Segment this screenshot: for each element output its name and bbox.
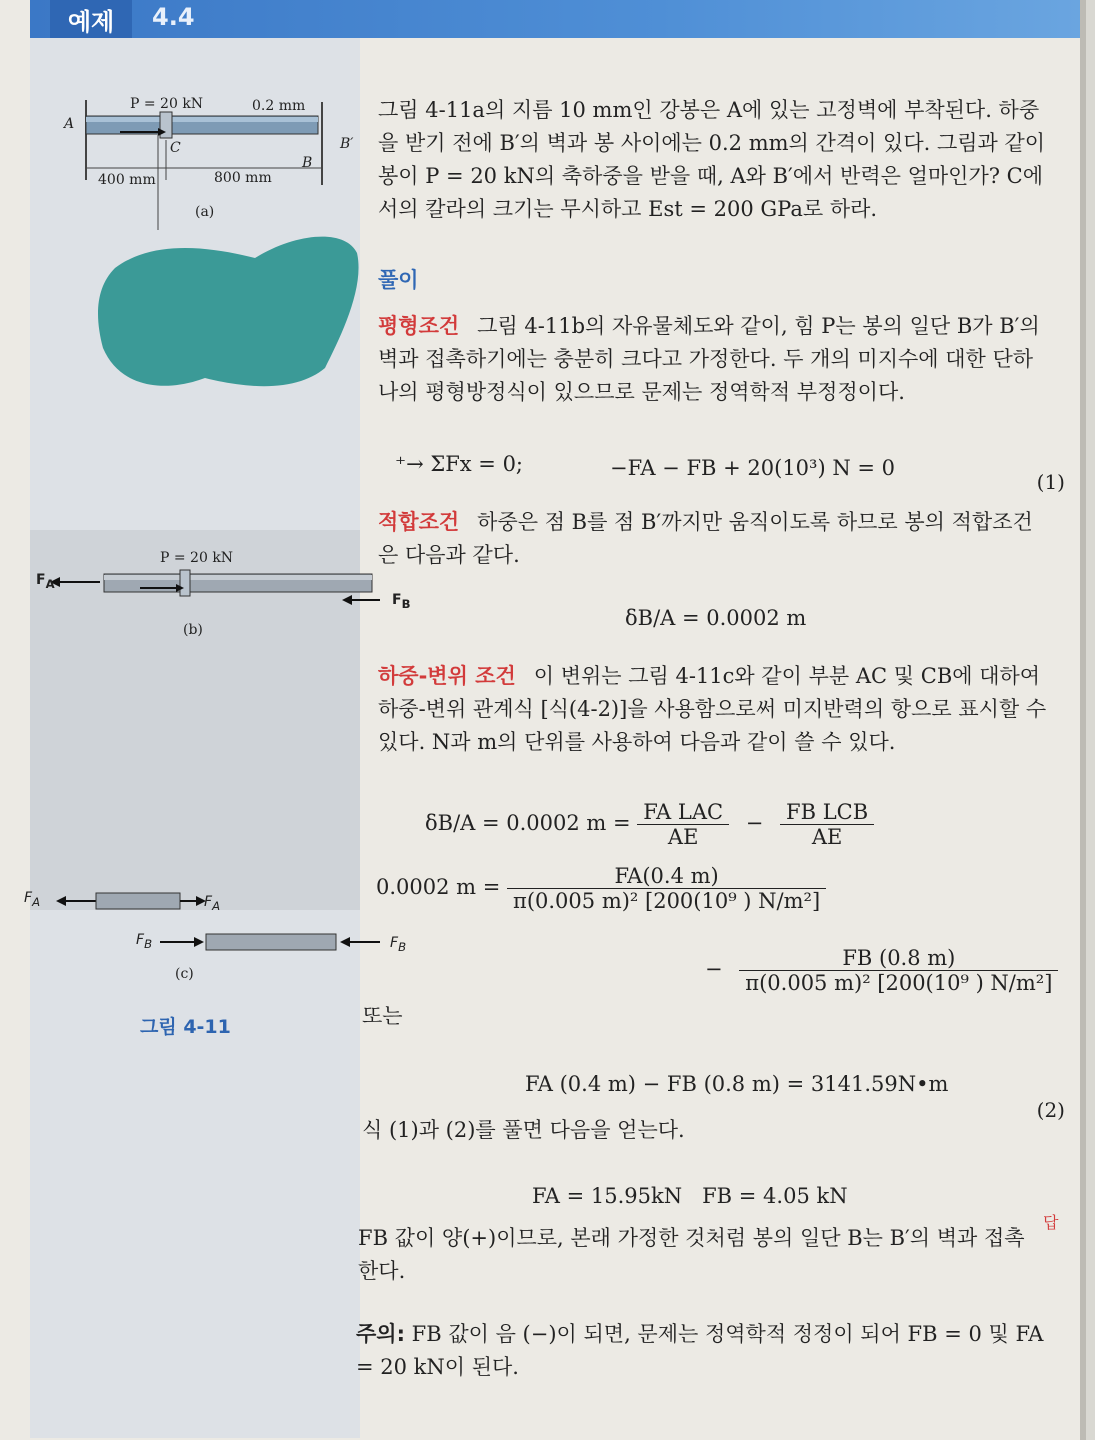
fig-a-label: (a) xyxy=(195,204,215,220)
problem-line: 그림 4-11a의 지름 10 mm인 강봉은 A에 있는 고정벽에 부착된다. 하중 xyxy=(378,98,1040,122)
fraction-denominator: AE xyxy=(811,825,843,849)
problem-line: 을 받기 전에 B′의 벽과 봉 사이에는 0.2 mm의 간격이 있다. 그림과 같이 xyxy=(378,131,1046,155)
note-text: = 20 kN이 된다. xyxy=(356,1355,519,1379)
note-text: FB 값이 음 (−)이 되면, 문제는 정역학적 정정이 되어 FB = 0 및 FA xyxy=(411,1322,1044,1346)
fraction-numerator: FB (0.8 m) xyxy=(739,946,1058,971)
load-displacement-text: 하중-변위 관계식 [식(4-2)]을 사용함으로써 미지반력의 항으로 표시할 수 xyxy=(378,697,1047,721)
result-equation: FA = 15.95kN FB = 4.05 kN xyxy=(532,1184,848,1208)
example-number: 4.4 xyxy=(152,3,195,31)
fig-b-fa-sub: A xyxy=(45,576,55,591)
equation-a xyxy=(425,800,874,849)
compatibility-text: 은 다음과 같다. xyxy=(378,543,520,567)
equilibrium-text: 그림 4-11b의 자유물체도와 같이, 힘 P는 봉의 일단 B가 B′의 xyxy=(477,314,1040,338)
fraction-numerator: FB LCB xyxy=(780,800,874,825)
fig-c-fa-right-sub: A xyxy=(212,898,221,913)
equation-b-lhs: 0.0002 m = xyxy=(376,875,501,899)
equilibrium-heading: 평형조건 xyxy=(378,314,460,338)
fig-b-fa-letter: F xyxy=(36,572,46,588)
equation-a-minus: − xyxy=(745,811,764,835)
equation-a-lhs: δB/A = 0.0002 m = xyxy=(425,811,631,835)
equation-1-number: (1) xyxy=(1036,470,1065,494)
compatibility-text: 하중은 점 B를 점 B′까지만 움직이도록 하므로 봉의 적합조건 xyxy=(477,510,1033,534)
load-displacement-heading: 하중-변위 조건 xyxy=(378,664,516,688)
load-displacement-text: 있다. N과 m의 단위를 사용하여 다음과 같이 쓸 수 있다. xyxy=(378,730,896,754)
fig-c-fb-left-letter: F xyxy=(136,932,145,948)
fig-b-fb-sub: B xyxy=(401,596,411,611)
fig-b-fa xyxy=(36,572,55,591)
fig-c-fa-left-sub: A xyxy=(32,894,41,909)
equation-2-number: (2) xyxy=(1036,1098,1065,1122)
fig-c-fb-left-sub: B xyxy=(144,936,153,951)
fraction-numerator: FA(0.4 m) xyxy=(507,864,826,889)
figure-c xyxy=(30,880,410,960)
fig-b-label: (b) xyxy=(183,622,203,638)
equation-1-left: ⁺→ ΣFx = 0; xyxy=(395,452,523,476)
equation-b-fraction-2 xyxy=(739,946,1058,995)
equation-1-right: −FA − FB + 20(10³) N = 0 xyxy=(610,456,896,480)
fig-c-label: (c) xyxy=(175,966,194,982)
fig-c-fb-left xyxy=(136,932,152,951)
fig-a-point-c: C xyxy=(170,140,181,156)
equation-b xyxy=(376,864,826,913)
fig-c-fa-right xyxy=(204,894,220,913)
fig-a-len-ac: 400 mm xyxy=(98,172,156,188)
compatibility-equation: δB/A = 0.0002 m xyxy=(625,606,807,630)
equation-a-fraction-1 xyxy=(637,800,729,849)
fraction-denominator: AE xyxy=(667,825,699,849)
fig-b-load: P = 20 kN xyxy=(160,550,234,566)
conclusion-text: FB 값이 양(+)이므로, 본래 가정한 것처럼 봉의 일단 B는 B′의 벽과 접촉 xyxy=(358,1226,1025,1250)
problem-line: 봉이 P = 20 kN의 축하중을 받을 때, A와 B′에서 반력은 얼마인가? C에 xyxy=(378,164,1044,188)
fig-b-fb-letter: F xyxy=(392,592,402,608)
note-heading: 주의: xyxy=(356,1322,405,1346)
load-displacement-section xyxy=(378,660,1068,759)
load-displacement-text: 이 변위는 그림 4-11c와 같이 부분 AC 및 CB에 대하여 xyxy=(533,664,1041,688)
compatibility-section xyxy=(378,506,1068,572)
conclusion xyxy=(358,1222,1063,1288)
figure-caption: 그림 4-11 xyxy=(140,1016,231,1038)
equation-b-second-term xyxy=(705,946,1058,995)
equilibrium-text: 벽과 접촉하기에는 충분히 크다고 가정한다. 두 개의 미지수에 대한 단하 xyxy=(378,347,1034,371)
equilibrium-text: 나의 평형방정식이 있으므로 문제는 정역학적 부정정이다. xyxy=(378,380,905,404)
equation-2: FA (0.4 m) − FB (0.8 m) = 3141.59N•m xyxy=(525,1072,949,1096)
example-label: 예제 xyxy=(50,0,132,38)
fig-c-fb-right-sub: B xyxy=(398,939,407,954)
figure-b xyxy=(30,560,420,630)
fig-b-fb xyxy=(392,592,410,611)
fig-a-point-b-prime: B′ xyxy=(340,136,354,152)
fig-a-point-a: A xyxy=(64,116,75,132)
fig-c-fb-right xyxy=(390,935,406,954)
or-text: 또는 xyxy=(362,1004,403,1028)
equation-a-fraction-2 xyxy=(780,800,874,849)
fig-a-gap: 0.2 mm xyxy=(252,98,306,114)
fig-c-fa-right-letter: F xyxy=(204,894,213,910)
fraction-denominator: π(0.005 m)² [200(10⁹ ) N/m²] xyxy=(513,889,821,913)
fraction-denominator: π(0.005 m)² [200(10⁹ ) N/m²] xyxy=(745,971,1053,995)
fig-a-len-cb: 800 mm xyxy=(214,170,272,186)
fig-c-fb-right-letter: F xyxy=(390,935,399,951)
fig-a-point-b: B xyxy=(302,155,313,171)
equation-b-fraction-1 xyxy=(507,864,826,913)
solve-line: 식 (1)과 (2)를 풀면 다음을 얻는다. xyxy=(362,1118,685,1142)
equilibrium-section xyxy=(378,310,1068,409)
answer-mark: 답 xyxy=(1043,1213,1059,1232)
conclusion-text: 한다. xyxy=(358,1259,406,1283)
equation-b-minus: − xyxy=(705,957,723,981)
redaction-blob xyxy=(95,228,365,398)
problem-statement xyxy=(378,94,1068,226)
fig-c-fa-left-letter: F xyxy=(24,890,33,906)
solution-title: 풀이 xyxy=(378,268,419,292)
fraction-numerator: FA LAC xyxy=(637,800,729,825)
note xyxy=(356,1318,1061,1384)
fig-a-load: P = 20 kN xyxy=(130,96,204,112)
fig-c-fa-left xyxy=(24,890,40,909)
problem-line: 서의 칼라의 크기는 무시하고 Est = 200 GPa로 하라. xyxy=(378,197,878,221)
compatibility-heading: 적합조건 xyxy=(378,510,460,534)
